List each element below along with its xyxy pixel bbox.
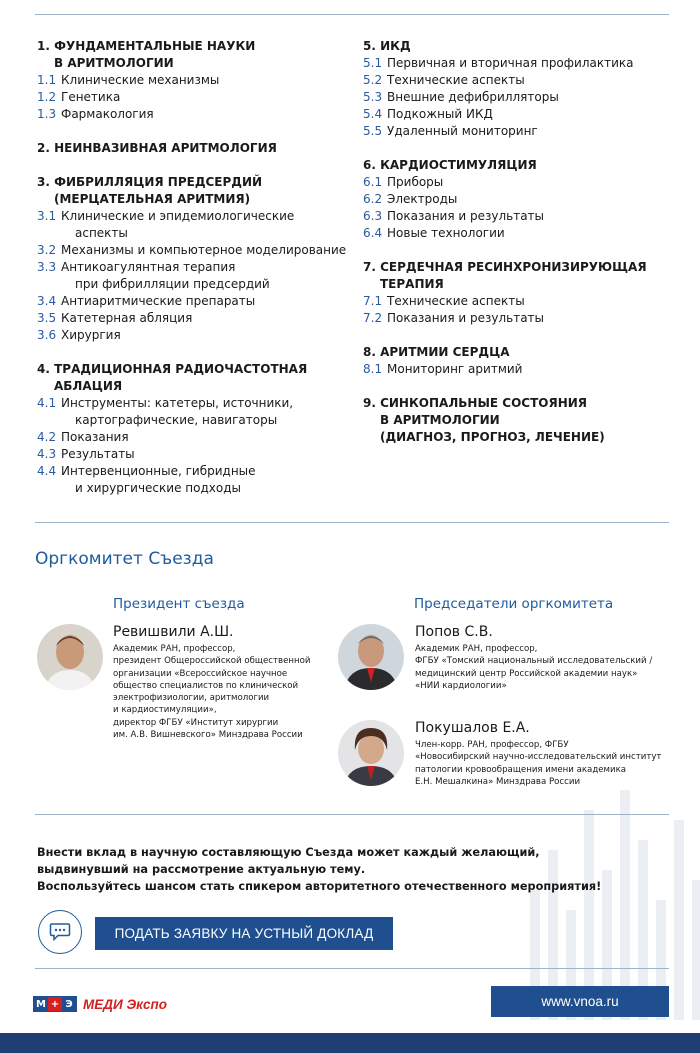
- avatar: [37, 624, 103, 690]
- person-photo-icon: [338, 720, 404, 786]
- topic-item-number: 6.1: [363, 175, 383, 189]
- topic-item-number: 4.3: [37, 447, 57, 461]
- topic-title-line: АБЛАЦИЯ: [54, 379, 123, 393]
- topic-item-line: Интервенционные, гибридные: [61, 464, 256, 478]
- topic-item-line: Удаленный мониторинг: [387, 124, 538, 138]
- topic-item: [363, 55, 683, 72]
- topic-item-text: [61, 327, 357, 344]
- topic-item-number: 6.3: [363, 209, 383, 223]
- topic-item-text: [387, 208, 683, 225]
- topic-item-number: 3.1: [37, 209, 57, 223]
- topic-item-line: Инструменты: катетеры, источники,: [61, 396, 294, 410]
- topic-item-line: Показания и результаты: [387, 209, 545, 223]
- topic-item-line: Электроды: [387, 192, 458, 206]
- text-line: «Новосибирский научно-исследовательский институт: [415, 752, 662, 763]
- topic-title-line: 3. ФИБРИЛЛЯЦИЯ ПРЕДСЕРДИЙ: [37, 175, 263, 189]
- topic-item-line: Мониторинг аритмий: [387, 362, 523, 376]
- text-line: Академик РАН, профессор,: [113, 644, 236, 654]
- chairs-heading: Председатели оргкомитета: [414, 596, 614, 612]
- middle-divider: [35, 522, 669, 523]
- topic-item: [37, 310, 357, 327]
- topic-item-text: [387, 55, 683, 72]
- text-line: и кардиостимуляции»,: [113, 705, 217, 716]
- topic-item-line: Первичная и вторичная профилактика: [387, 56, 634, 70]
- text-line: президент Общероссийской общественной: [113, 656, 311, 667]
- topic-item: [363, 106, 683, 123]
- topic-item-text: [387, 310, 683, 327]
- topic-section: [37, 140, 357, 157]
- avatar: [338, 720, 404, 786]
- text-line: общество специалистов по клинической: [113, 680, 299, 691]
- topic-item-text: [61, 208, 357, 242]
- topic-item-number: 4.2: [37, 430, 57, 444]
- topic-item-line: Внешние дефибрилляторы: [387, 90, 559, 104]
- orgcommittee-title: Оргкомитет Съезда: [35, 549, 214, 569]
- topic-item-line: Механизмы и компьютерное моделирование: [61, 243, 347, 257]
- submit-talk-application-button[interactable]: ПОДАТЬ ЗАЯВКУ НА УСТНЫЙ ДОКЛАД: [95, 917, 393, 950]
- topic-item-number: 1.3: [37, 107, 57, 121]
- topic-item-number: 6.4: [363, 226, 383, 240]
- chat-button[interactable]: [38, 910, 82, 954]
- topic-item-line: Хирургия: [61, 328, 121, 342]
- chair-card-pokushalov: [338, 720, 685, 788]
- topic-title-line: 2. НЕИНВАЗИВНАЯ АРИТМОЛОГИЯ: [37, 141, 277, 155]
- topic-item: [363, 293, 683, 310]
- topic-item: [363, 361, 683, 378]
- topic-title-line: 7. СЕРДЕЧНАЯ РЕСИНХРОНИЗИРУЮЩАЯ: [363, 260, 647, 274]
- topic-item-text: [387, 293, 683, 310]
- topic-item-number: 1.1: [37, 73, 57, 87]
- topic-item: [363, 310, 683, 327]
- text-line: медицинский центр Российской академии наук»: [415, 668, 638, 679]
- decorative-bars: [520, 770, 700, 1020]
- topic-item: [37, 327, 357, 344]
- topic-item-number: 4.1: [37, 396, 57, 410]
- topic-item-text: [61, 429, 357, 446]
- topic-item-line: Клинические и эпидемиологические: [61, 209, 295, 223]
- top-divider: [35, 14, 669, 15]
- topic-item: [37, 72, 357, 89]
- topic-item-number: 3.5: [37, 311, 57, 325]
- topic-item: [37, 208, 357, 242]
- topic-item-line: Новые технологии: [387, 226, 505, 240]
- topic-item-text: [61, 446, 357, 463]
- bottom-bar: [0, 1033, 700, 1053]
- topic-item: [363, 191, 683, 208]
- topic-section-title: [363, 259, 683, 293]
- topic-title-line: 4. ТРАДИЦИОННАЯ РАДИОЧАСТОТНАЯ: [37, 362, 308, 376]
- topic-item-text: [61, 89, 357, 106]
- topic-section-title: [37, 174, 357, 208]
- topic-title-line: 1. ФУНДАМЕНТАЛЬНЫЕ НАУКИ: [37, 39, 256, 53]
- topic-section: [37, 361, 357, 497]
- topic-item-line: Показания: [61, 430, 129, 444]
- text-line: организации «Всероссийское научное: [113, 668, 288, 679]
- topic-item-line: Антиаритмические препараты: [61, 294, 256, 308]
- topic-item-line: при фибрилляции предсердий: [75, 277, 270, 291]
- topic-section-title: [363, 395, 683, 446]
- footer-divider: [35, 968, 669, 969]
- topic-item-number: 3.6: [37, 328, 57, 342]
- topic-section-title: [37, 140, 357, 157]
- chair-description: [415, 739, 685, 788]
- avatar: [338, 624, 404, 690]
- topic-title-line: 5. ИКД: [363, 39, 411, 53]
- logo-letter: +: [48, 997, 62, 1011]
- chair-name: Покушалов Е.А.: [415, 720, 530, 736]
- logo-text: МЕДИ Экспо: [83, 996, 168, 1012]
- topic-item-number: 3.3: [37, 260, 57, 274]
- logo-mark: [33, 996, 77, 1012]
- chair-description: [415, 643, 685, 692]
- topic-title-line: ТЕРАПИЯ: [380, 277, 444, 291]
- topic-item-number: 5.2: [363, 73, 383, 87]
- topic-title-line: (МЕРЦАТЕЛЬНАЯ АРИТМИЯ): [54, 192, 251, 206]
- text-line: Внести вклад в научную составляющую Съезда может каждый желающий,: [37, 846, 540, 859]
- topic-item-text: [387, 361, 683, 378]
- topic-item: [37, 259, 357, 293]
- topic-item-text: [61, 463, 357, 497]
- website-link[interactable]: www.vnoa.ru: [491, 986, 669, 1017]
- topic-item-number: 3.4: [37, 294, 57, 308]
- topic-item-number: 3.2: [37, 243, 57, 257]
- topic-section-title: [37, 38, 357, 72]
- text-line: выдвинувший на рассмотрение актуальную тему.: [37, 863, 366, 876]
- text-line: патологии кровообращения имени академика: [415, 764, 627, 775]
- topic-item-number: 7.2: [363, 311, 383, 325]
- topic-item-text: [387, 72, 683, 89]
- person-photo-icon: [338, 624, 404, 690]
- topic-item-number: 5.4: [363, 107, 383, 121]
- topic-section-title: [37, 361, 357, 395]
- topic-item-line: Технические аспекты: [387, 73, 525, 87]
- topic-item-line: Подкожный ИКД: [387, 107, 493, 121]
- text-line: Член-корр. РАН, профессор, ФГБУ: [415, 740, 569, 750]
- topic-item-text: [387, 89, 683, 106]
- topic-item: [37, 463, 357, 497]
- text-line: им. А.В. Вишневского» Минздрава России: [113, 730, 303, 741]
- chair-name: Попов С.В.: [415, 624, 493, 640]
- topics-column-right: [363, 38, 683, 463]
- topic-item-line: Приборы: [387, 175, 444, 189]
- topic-item-number: 5.5: [363, 124, 383, 138]
- topic-item-text: [61, 310, 357, 327]
- topic-item: [37, 429, 357, 446]
- topic-item: [37, 242, 357, 259]
- topic-item-line: аспекты: [75, 226, 128, 240]
- topic-item-line: Клинические механизмы: [61, 73, 220, 87]
- topic-section-title: [363, 157, 683, 174]
- topic-item-text: [387, 225, 683, 242]
- topic-item: [363, 123, 683, 140]
- topic-item: [363, 174, 683, 191]
- text-line: директор ФГБУ «Институт хирургии: [113, 717, 279, 728]
- topic-item-line: Фармакология: [61, 107, 154, 121]
- topic-item-text: [61, 72, 357, 89]
- text-line: электрофизиологии, аритмологии: [113, 693, 270, 704]
- topic-item-line: Результаты: [61, 447, 135, 461]
- topic-item-line: Показания и результаты: [387, 311, 545, 325]
- topic-section-title: [363, 38, 683, 55]
- person-photo-icon: [37, 624, 103, 690]
- topic-item-text: [387, 123, 683, 140]
- text-line: ФГБУ «Томский национальный исследовательский /: [415, 656, 653, 667]
- topic-item-text: [61, 293, 357, 310]
- topic-item-line: и хирургические подходы: [75, 481, 241, 495]
- topic-item-text: [387, 191, 683, 208]
- topic-title-line: В АРИТМОЛОГИИ: [380, 413, 500, 427]
- topic-section-title: [363, 344, 683, 361]
- topic-item-line: картографические, навигаторы: [75, 413, 278, 427]
- text-line: Академик РАН, профессор,: [415, 644, 538, 654]
- topic-item-line: Генетика: [61, 90, 121, 104]
- topic-item-line: Антикоагулянтная терапия: [61, 260, 236, 274]
- topic-title-line: 9. СИНКОПАЛЬНЫЕ СОСТОЯНИЯ: [363, 396, 588, 410]
- topic-section: [363, 38, 683, 140]
- text-line: «НИИ кардиологии»: [415, 680, 507, 691]
- topic-item: [363, 72, 683, 89]
- text-line: Е.Н. Мешалкина» Минздрава России: [415, 776, 581, 787]
- president-heading: Президент съезда: [113, 596, 245, 612]
- topic-item-text: [387, 106, 683, 123]
- topic-section: [363, 157, 683, 242]
- president-card: [37, 624, 333, 741]
- chair-card-popov: [338, 624, 685, 692]
- topic-item: [37, 446, 357, 463]
- topic-item-number: 5.1: [363, 56, 383, 70]
- chat-bubble-icon: [49, 922, 71, 942]
- topic-title-line: (ДИАГНОЗ, ПРОГНОЗ, ЛЕЧЕНИЕ): [380, 430, 605, 444]
- topics-column-left: [37, 38, 357, 514]
- topic-section: [363, 259, 683, 327]
- text-line: Воспользуйтесь шансом стать спикером авторитетного отечественного мероприятия!: [37, 880, 602, 893]
- topic-title-line: В АРИТМОЛОГИИ: [54, 56, 174, 70]
- topic-item-number: 4.4: [37, 464, 57, 478]
- topic-item: [363, 225, 683, 242]
- topic-item-number: 6.2: [363, 192, 383, 206]
- topic-title-line: 8. АРИТМИИ СЕРДЦА: [363, 345, 510, 359]
- topic-item-number: 8.1: [363, 362, 383, 376]
- topic-item-text: [61, 395, 357, 429]
- topic-item-line: Технические аспекты: [387, 294, 525, 308]
- topic-item: [37, 89, 357, 106]
- topic-item-line: Катетерная абляция: [61, 311, 193, 325]
- topic-item: [37, 293, 357, 310]
- topic-item-number: 1.2: [37, 90, 57, 104]
- call-to-action-text: [37, 844, 677, 895]
- topic-title-line: 6. КАРДИОСТИМУЛЯЦИЯ: [363, 158, 537, 172]
- topic-item-text: [61, 242, 357, 259]
- topic-item: [37, 106, 357, 123]
- topic-item-text: [387, 174, 683, 191]
- topic-section: [363, 395, 683, 446]
- topic-item: [363, 208, 683, 225]
- topic-section: [363, 344, 683, 378]
- topic-section: [37, 174, 357, 344]
- president-name: Ревишвили А.Ш.: [113, 624, 234, 640]
- topic-item: [363, 89, 683, 106]
- topic-item: [37, 395, 357, 429]
- lower-divider: [35, 814, 669, 815]
- topic-item-number: 7.1: [363, 294, 383, 308]
- topic-item-text: [61, 106, 357, 123]
- topic-section: [37, 38, 357, 123]
- president-description: [113, 643, 333, 741]
- medi-expo-logo[interactable]: [33, 996, 167, 1012]
- logo-letter: М: [34, 997, 48, 1011]
- topic-item-number: 5.3: [363, 90, 383, 104]
- logo-letter: Э: [62, 997, 76, 1011]
- topic-item-text: [61, 259, 357, 293]
